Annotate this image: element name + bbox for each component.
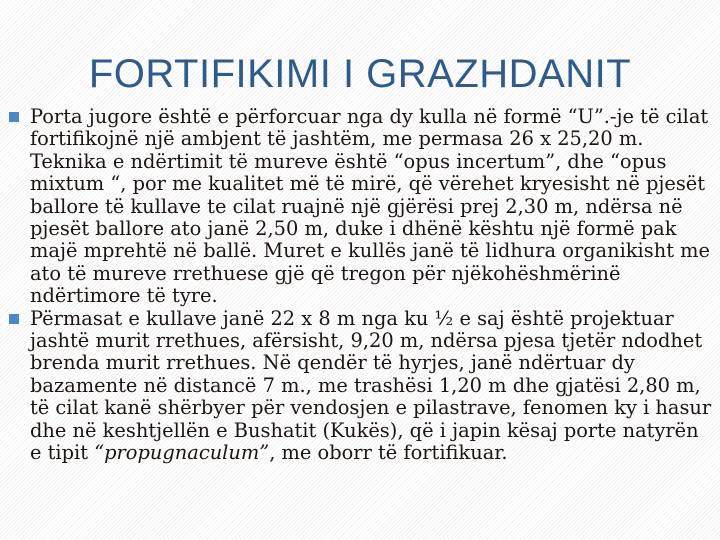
slide-title: FORTIFIKIMI I GRAZHDANIT bbox=[88, 52, 632, 96]
bullet-text: Porta jugore është e përforcuar nga dy kulla në formë “U”.-je të cilat fortifikojnë një ambjent të jashtëm, me permasa 26 x 25,20 m. Teknika e ndërtimit të mureve është “opus incertum”, dhe “opus mixtum “, por me kualitet më të mirë, që vërehet kryesisht në pjesët ballore të kullave te cilat ruajnë një gjërësi prej 2,30 m, ndërsa në pjesët ballore ato janë 2,50 m, duke i dhënë kështu një formë pak majë mprehtë në ballë. Muret e kullës janë të lidhura organikisht me ato të mureve rrethuese gjë që tregon për njëkohëshmërinë ndërtimore të tyre. bbox=[30, 105, 711, 308]
bullet-item-permasat bbox=[8, 308, 714, 465]
bullet-item-porta-jugore bbox=[8, 106, 714, 308]
square-bullet-icon bbox=[9, 112, 19, 122]
bullet-text-part: Përmasat e kullave janë 22 x 8 m nga ku ½ e saj është projektuar jashtë murit rrethues, afërsisht, 9,20 m, ndërsa pjesa tjetër ndodhet brenda murit rrethues. Në qendër të hyrjes, janë ndërtuar dy bazamente në distancë 7 m., me trashësi 1,20 m dhe gjatësi 2,80 m, të cilat kanë shërbyer për vendosjen e pilastrave, fenomen ky i hasur dhe në keshtjellën e Bushatit (Kukës), që i japin kësaj porte natyrën e tipit bbox=[30, 306, 712, 465]
italic-term: “propugnaculum” bbox=[94, 441, 270, 465]
bullet-list bbox=[8, 106, 714, 465]
bullet-text bbox=[30, 307, 711, 464]
bullet-text-part: , me oborr të fortifikuar. bbox=[269, 441, 508, 465]
square-bullet-icon bbox=[9, 314, 19, 324]
